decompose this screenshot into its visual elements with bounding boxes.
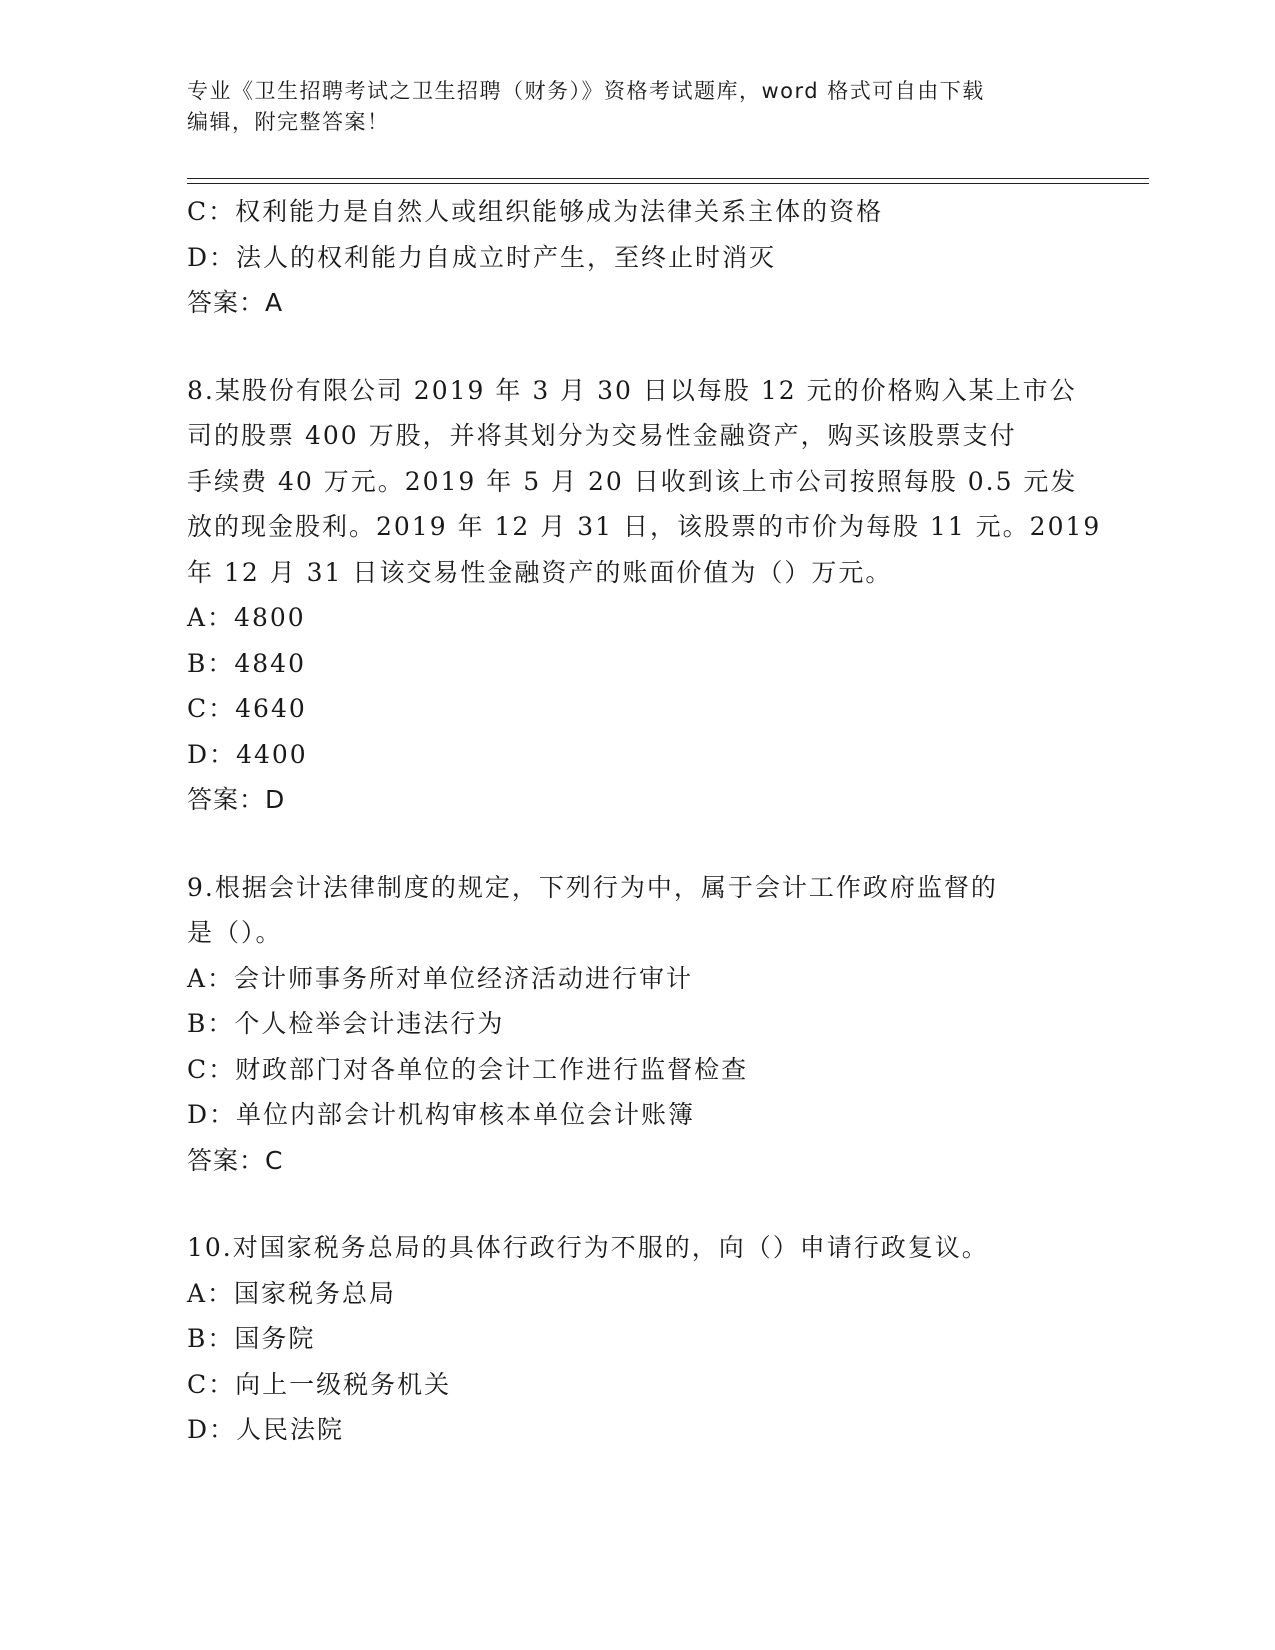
document-header xyxy=(187,76,1087,138)
question-8 xyxy=(187,368,1102,823)
question-7 xyxy=(187,189,1087,326)
q8-stem-line: 司的股票 400 万股，并将其划分为交易性金融资产，购买该股票支付 xyxy=(187,421,1017,450)
q9-option-c: C：财政部门对各单位的会计工作进行监督检查 xyxy=(187,1054,749,1084)
q10-option-a: A：国家税务总局 xyxy=(187,1278,397,1308)
q7-option-c: C：权利能力是自然人或组织能够成为法律关系主体的资格 xyxy=(187,197,884,226)
spacer xyxy=(187,1183,1087,1225)
q9-option-d: D：单位内部会计机构审核本单位会计账簿 xyxy=(187,1100,696,1129)
q8-option-b: B：4840 xyxy=(187,648,306,678)
question-10 xyxy=(187,1225,1087,1453)
q7-option-d: D：法人的权利能力自成立时产生，至终止时消灭 xyxy=(187,242,777,272)
q8-option-a: A：4800 xyxy=(187,603,306,632)
q8-stem-line: 年 12 月 31 日该交易性金融资产的账面价值为（）万元。 xyxy=(187,557,893,587)
q10-option-d: D：人民法院 xyxy=(187,1415,345,1444)
q10-stem-line: 10.对国家税务总局的具体行政行为不服的，向（）申请行政复议。 xyxy=(187,1233,989,1262)
q9-stem-line: 9.根据会计法律制度的规定，下列行为中，属于会计工作政府监督的 xyxy=(187,872,998,902)
q10-option-c: C：向上一级税务机关 xyxy=(187,1369,452,1399)
q8-answer: 答案：D xyxy=(187,785,286,814)
question-9 xyxy=(187,865,1087,1184)
header-line-1: 专业《卫生招聘考试之卫生招聘（财务）》资格考试题库，word 格式可自由下载 xyxy=(187,79,985,103)
q8-stem-line: 放的现金股利。2019 年 12 月 31 日，该股票的市价为每股 11 元。2019 xyxy=(187,512,1102,541)
q9-stem-line: 是（）。 xyxy=(187,918,283,947)
q9-answer: 答案：C xyxy=(187,1145,284,1175)
spacer xyxy=(187,326,1087,368)
q8-option-c: C：4640 xyxy=(187,694,307,723)
spacer xyxy=(187,823,1087,865)
q8-stem-line: 8.某股份有限公司 2019 年 3 月 30 日以每股 12 元的价格购入某上市公 xyxy=(187,375,1077,405)
q9-option-a: A：会计师事务所对单位经济活动进行审计 xyxy=(187,963,694,993)
q8-stem-line: 手续费 40 万元。2019 年 5 月 20 日收到该上市公司按照每股 0.5 元发 xyxy=(187,466,1078,496)
q10-option-b: B：国务院 xyxy=(187,1324,316,1353)
question-content xyxy=(187,189,1102,1453)
header-line-2: 编辑，附完整答案！ xyxy=(187,110,390,134)
q9-option-b: B：个人检举会计违法行为 xyxy=(187,1009,505,1038)
q8-option-d: D：4400 xyxy=(187,739,308,769)
q7-answer: 答案：A xyxy=(187,288,284,317)
header-divider xyxy=(187,178,1149,184)
